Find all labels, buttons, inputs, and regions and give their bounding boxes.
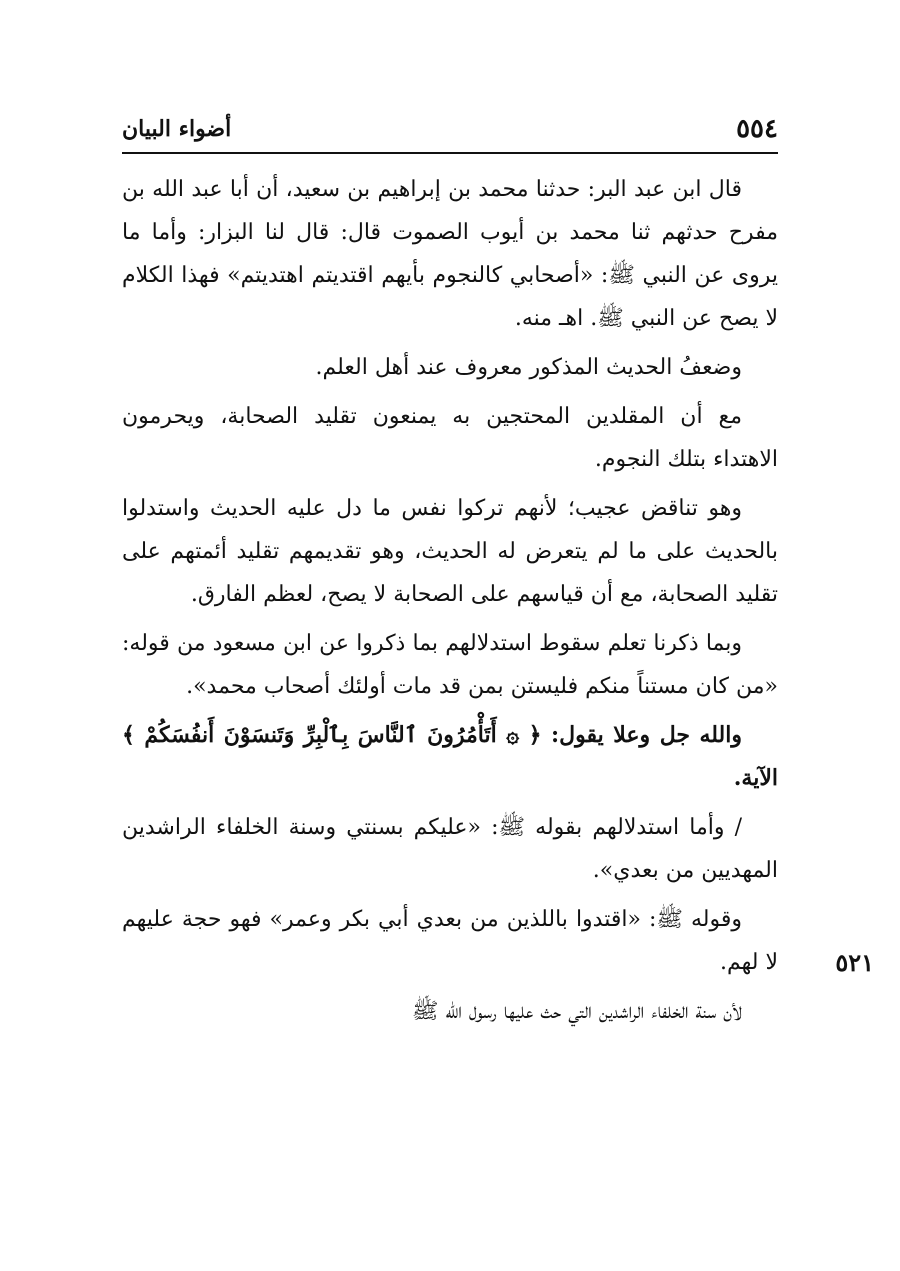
paragraph-ibn-masud: وبما ذكرنا تعلم سقوط استدلالهم بما ذكروا عن ابن مسعود من قوله: «من كان مستناً منكم فليستن بمن قد مات أولئك أصحاب محمد». bbox=[122, 631, 778, 699]
paragraph-sunnah-hadith: / وأما استدلالهم بقوله ﷺ: «عليكم بسنتي وسنة الخلفاء الراشدين المهديين من بعدي». bbox=[122, 815, 778, 883]
page-header bbox=[122, 112, 778, 154]
paragraph-weakness: وضعفُ الحديث المذكور معروف عند أهل العلم. bbox=[315, 355, 742, 380]
paragraph-abu-bakr-umar: وقوله ﷺ: «اقتدوا باللذين من بعدي أبي بكر وعمر» فهو حجة عليهم لا لهم. bbox=[122, 907, 778, 975]
paragraph-quran-verse: والله جل وعلا يقول: ﴿ ۞ أَتَأْمُرُونَ ٱلنَّاسَ بِٱلْبِرِّ وَتَنسَوْنَ أَنفُسَكُمْ ﴾ الآية. bbox=[122, 722, 778, 791]
body-text bbox=[122, 168, 778, 1035]
paragraph-contradiction-intro: مع أن المقلدين المحتجين به يمنعون تقليد الصحابة، ويحرمون الاهتداء بتلك النجوم. bbox=[122, 404, 778, 472]
paragraph-closing: لأن سنة الخلفاء الراشدين التي حث عليها رسول الله ﷺ bbox=[411, 999, 742, 1024]
paragraph-ibn-abd-al-barr: قال ابن عبد البر: حدثنا محمد بن إبراهيم بن سعيد، أن أبا عبد الله بن مفرح حدثهم ثنا محمد بن أيوب الصموت قال: قال لنا البزار: وأما ما يروى عن النبي ﷺ: «أصحابي كالنجوم بأيهم اقتديتم اهتديتم» فهذا الكلام لا يصح عن النبي ﷺ. اهـ منه. bbox=[122, 177, 778, 331]
page-number: ٥٥٤ bbox=[736, 114, 778, 144]
running-title: أضواء البيان bbox=[122, 116, 232, 142]
margin-reference-number: ٥٢١ bbox=[835, 948, 874, 977]
paragraph-contradiction: وهو تناقض عجيب؛ لأنهم تركوا نفس ما دل عليه الحديث واستدلوا بالحديث على ما لم يتعرض له الحديث، وهو تقديمهم تقليد أئمتهم على تقليد الصحابة، مع أن قياسهم على الصحابة لا يصح، لعظم الفارق. bbox=[122, 496, 778, 607]
